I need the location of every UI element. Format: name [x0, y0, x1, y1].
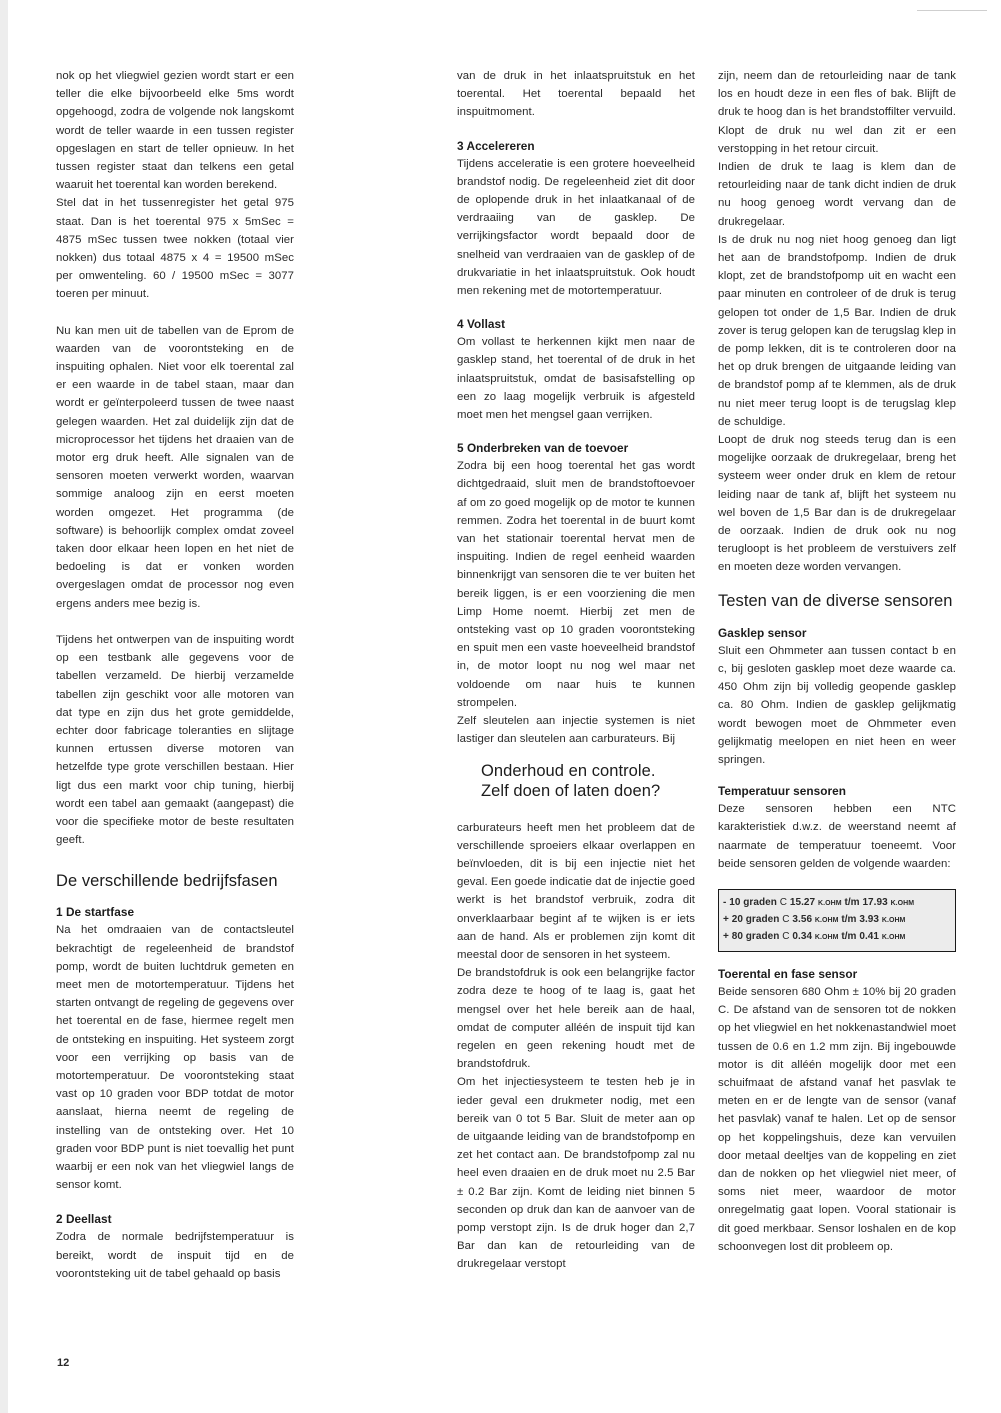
unit-c: C: [782, 930, 790, 942]
temp-cell: + 20 graden: [723, 913, 780, 925]
temp-cell: + 80 graden: [723, 930, 780, 942]
section-heading-testen: Testen van de diverse sensoren: [718, 591, 953, 610]
paragraph: De brandstofdruk is ook een belangrijke factor zodra deze te hoog of te laag is, gaat het mengsel over het hele bereik aan de haal, omdat de computer alléén de inspuit tijd kan regelen en geen rekening houdt met de brandstofdruk.: [457, 967, 695, 1071]
paragraph: Is de druk nu nog niet hoog genoeg dan ligt het aan de brandstofpomp. Indien de druk klopt, zet de brandstofpomp uit en wacht een paar minuten en controleer of de druk is terug gelopen tot onder de 1,5 Bar. Indien de druk zover is terug gelopen kan de terugslag klep in de pomp lekken, dit is te controleren door na het op druk brengen de uitgaande leiding van de brandstof pomp af te klemmen, als de druk nu niet meer terug loopt is de terugslag klep de schuldige.: [718, 233, 956, 428]
section-heading-bedrijfsfasen: De verschillende bedrijfsfasen: [56, 872, 278, 891]
table-row: [723, 895, 951, 912]
column-2: [457, 67, 695, 1274]
paragraph: Loopt de druk nog steeds terug dan is een mogelijke oorzaak de drukregelaar, breng het systeem weer onder druk en klem de retour leiding naar de tank af, blijft het systeem nu wel boven de 1,5 Bar dan is de drukregelaar de oorzaak. Indien de druk ook nu nog terugloopt is het probleem de verstuivers zelf en moeten deze worden vervangen.: [718, 434, 956, 574]
paragraph: Om vollast te herkennen kijkt men naar de gasklep stand, het toerental of de druk in het inlaatspruitstuk, omdat de basisafstelling op een zo laag mogelijk verbruik is afgesteld moet men het mengsel gaan verrijken.: [457, 336, 695, 422]
paragraph: zijn, neem dan de retourleiding naar de tank los en houdt deze in een fles of bak. Blijft de druk te hoog dan is het brandstoffilter vervuild. Klopt de druk nu wel dan zit er een verstopping in het retour circuit.: [718, 70, 956, 155]
section-heading-line-1: Onderhoud en controle.: [481, 761, 656, 780]
paragraph: Deze sensoren hebben een NTC karakteristiek d.w.z. de weerstand neemt af naarmate de temperatuur toeneemt. Voor beide sensoren gelden de volgende waarden:: [718, 803, 956, 870]
range-sep: t/m: [841, 930, 857, 942]
column-3: [718, 67, 956, 1256]
table-row: [723, 912, 951, 929]
paragraph: nok op het vliegwiel gezien wordt start er een teller die elke bijvoorbeeld elke 5ms wordt opgehoogd, zodra de volgende nok langskomt wordt de teller waarde in een tussen register opgeslagen en start de teller opnieuw. In het tussen register staat dan telkens een getal waaruit het toerental kan worden berekend.: [56, 70, 294, 192]
unit-c: C: [779, 896, 788, 908]
subheading-accelereren: 3 Accelereren: [457, 138, 535, 153]
paragraph: Zodra bij een hoog toerental het gas wordt dichtgedraaid, sluit men de brandstoftoevoer af om zo goed mogelijk op de motor te kunnen remmen. Zodra het toerental in de buurt komt van het stationair toerental hervat men de inspuiting. Indien de regel eenheid waarden binnenkrijgt van sensoren die te ver buiten het bereik liggen, is er een voorziening die men Limp Home noemt. Hierbij zet men de ontsteking vast op 10 graden voorontsteking en spuit men een vaste hoeveelheid brandstof in, de motor loopt nu nog wel maar net voldoende om naar huis te kunnen strompelen.: [457, 460, 695, 709]
paragraph: Zodra de normale bedrijfstemperatuur is bereikt, wordt de inspuit tijd en de voorontsteking uit de tabel gehaald op basis: [56, 1231, 294, 1280]
unit-kohm: K.OHM: [881, 933, 906, 941]
paragraph: Om het injectiesysteem te testen heb je in ieder geval een drukmeter nodig, met een bereik van 0 tot 5 Bar. Sluit de meter aan op de uitgaande leiding van de brandstofpomp en zet het contact aan. De brandstofpomp zal nu heel even draaien en de druk moet nu 2.5 Bar ± 0.2 Bar zijn. Komt de leiding niet binnen 5 seconden op druk dan kan de aanvoer van de pomp verstopt zijn. Is de druk hoger dan 2,7 Bar dan kan de retourleiding van de drukregelaar verstopt: [457, 1076, 695, 1271]
page-edge-shadow: [0, 0, 8, 1413]
column-1: [56, 67, 294, 1283]
value-max: 17.93: [862, 896, 888, 908]
subheading-gasklep-sensor: Gasklep sensor: [718, 625, 807, 640]
subheading-deellast: 2 Deellast: [56, 1212, 112, 1227]
paragraph: van de druk in het inlaatspruitstuk en het toerental. Het toerental bepaald het inspuitmoment.: [457, 70, 695, 119]
unit-kohm: K.OHM: [814, 933, 839, 941]
unit-kohm: K.OHM: [881, 916, 906, 924]
value-min: 15.27: [789, 896, 816, 908]
temp-cell: - 10 graden: [723, 896, 777, 908]
section-heading-onderhoud: [481, 761, 695, 801]
subheading-temperatuur-sensoren: Temperatuur sensoren: [718, 784, 846, 799]
range-sep: t/m: [841, 913, 857, 925]
paragraph: Stel dat in het tussenregister het getal 975 staat. Dan is het toerental 975 x 5mSec = 4875 mSec tussen twee nokken (totaal vier nokken) dus totaal 4875 x 4 = 19500 mSec per omwenteling. 60 / 19500 mSec = 3077 toeren per minuut.: [56, 197, 294, 301]
unit-c: C: [782, 913, 790, 925]
page-number: 12: [57, 1357, 70, 1369]
unit-kohm: K.OHM: [814, 916, 839, 924]
subheading-vollast: 4 Vollast: [457, 317, 506, 332]
value-min: 0.34: [792, 930, 813, 942]
top-rule: [917, 10, 987, 11]
subheading-toerental-fase-sensor: Toerental en fase sensor: [718, 966, 858, 981]
range-sep: t/m: [844, 896, 860, 908]
paragraph: Indien de druk te laag is klem dan de retourleiding naar de tank dicht indien de druk nu hoog genoeg wordt vervang dan de drukregelaar.: [718, 161, 956, 228]
section-heading-line-2: Zelf doen of laten doen?: [481, 781, 661, 800]
temperature-values-box: [718, 889, 956, 952]
value-max: 3.93: [859, 913, 880, 925]
paragraph: carburateurs heeft men het probleem dat de verschillende sproeiers elkaar overlappen en beïnvloeden, dit is bij een injectie niet het geval. Een goede indicatie dat de injectie goed werkt is het brandstof verbruik, zodra dit onverklaarbaar begint af te wijken is er iets aan de hand. Als er problemen zijn komt dit meestal door de sensoren in het systeem.: [457, 821, 695, 961]
unit-kohm: K.OHM: [890, 899, 915, 907]
paragraph: Nu kan men uit de tabellen van de Eprom de waarden van de voorontsteking en de inspuiting ophalen. Niet voor elk toerental zal er een waarde in de tabel staan, maar dan wordt er geïnterpoleerd tussen de twee naast gelegen waarden. Het zal duidelijk zijn dat de microprocessor het tijdens het draaien van de motor erg druk heeft. Alle signalen van de sensoren moeten verwerkt worden, waarvan sommige analoog zijn en eerst moeten worden omgezet. Het programma (de software) is behoorlijk complex omdat zoveel taken door elkaar heen lopen en het niet de bedoeling is dat er vonken worden overgeslagen omdat de processor nog even ergens anders mee bezig is.: [56, 324, 294, 610]
paragraph: Beide sensoren 680 Ohm ± 10% bij 20 graden C. De afstand van de sensoren tot de nokken op het vliegwiel en het nokkenastandwiel moet tussen de 0.6 en 1.2 mm zijn. Bij ingebouwde motor is dit alléén mogelijk door met een schuifmaat de afstand vanaf het pasvlak te meten en er de lengte van de sensor (vanaf het pasvlak) vanaf te halen. Let op de sensor op het koppelingshuis, deze kan vervuilen door metaal deeltjes van de koppeling en ziet dan de nokken op het vliegwiel niet meer, of soms niet meer, waardoor de motor onregelmatig gaat lopen. Vooral stationair is dit goed merkbaar. Sensor loshalen en de kop schoonvegen lost dit probleem op.: [718, 985, 956, 1253]
paragraph: Zelf sleutelen aan injectie systemen is niet lastiger dan sleutelen aan carburateurs. Bij: [457, 715, 695, 746]
paragraph: Sluit een Ohmmeter aan tussen contact b en c, bij gesloten gasklep moet deze waarde ca. 450 Ohm zijn bij volledig geopende gasklep ca. 80 Ohm. Indien de gasklep gelijkmatig wordt bewogen moet de Ohmmeter even gelijkmatig meelopen en niet heen en weer springen.: [718, 644, 956, 766]
unit-kohm: K.OHM: [818, 899, 842, 907]
table-row: [723, 929, 951, 946]
paragraph: Tijdens acceleratie is een grotere hoeveelheid brandstof nodig. De regeleenheid ziet dit door de oplopende druk in het inlaatkanaal of de verdraaiing van de gasklep. De verrijkingsfactor wordt bepaald door de snelheid van verdraaien van de gasklep of de drukvariatie in het inlaatspruitstuk. Ook houdt men rekening met de motortemperatuur.: [457, 157, 695, 298]
value-max: 0.41: [859, 930, 880, 942]
paragraph: Tijdens het ontwerpen van de inspuiting wordt op een testbank alle gegevens voor de tabellen verzameld. De hierbij verzamelde tabellen zijn geschikt voor alle motoren van dat type en zijn dus het grote gemiddelde, echter door fabricage toleranties en slijtage kunnen ertussen diverse motoren van hetzelfde type grote verschillen bestaan. Hier ligt dus een markt voor chip tuning, hierbij wordt een tabel aan gemaakt (aangepast) die voor die specifieke motor de beste resultaten geeft.: [56, 633, 294, 847]
value-min: 3.56: [792, 913, 813, 925]
paragraph: Na het omdraaien van de contactsleutel bekrachtigt de regeleenheid de brandstof pomp, wordt de buiten luchtdruk gemeten en meet men de motortemperatuur. Tijdens het starten ontvangt de regeling de gegevens over het toerental en de fase, hiermee regelt men de ontsteking en inspuiting. Het systeem zorgt voor een verrijking op basis van de motortemperatuur. De voorontsteking staat vast op 10 graden voor BDP totdat de motor aanslaat, hierna neemt de regeling de instelling van de ontsteking over. Het 10 graden voor BDP punt is niet toevallig het punt waarbij er een nok van het vliegwiel langs de sensor komt.: [56, 924, 294, 1192]
subheading-startfase: 1 De startfase: [56, 905, 135, 920]
subheading-onderbreken: 5 Onderbreken van de toevoer: [457, 441, 629, 456]
